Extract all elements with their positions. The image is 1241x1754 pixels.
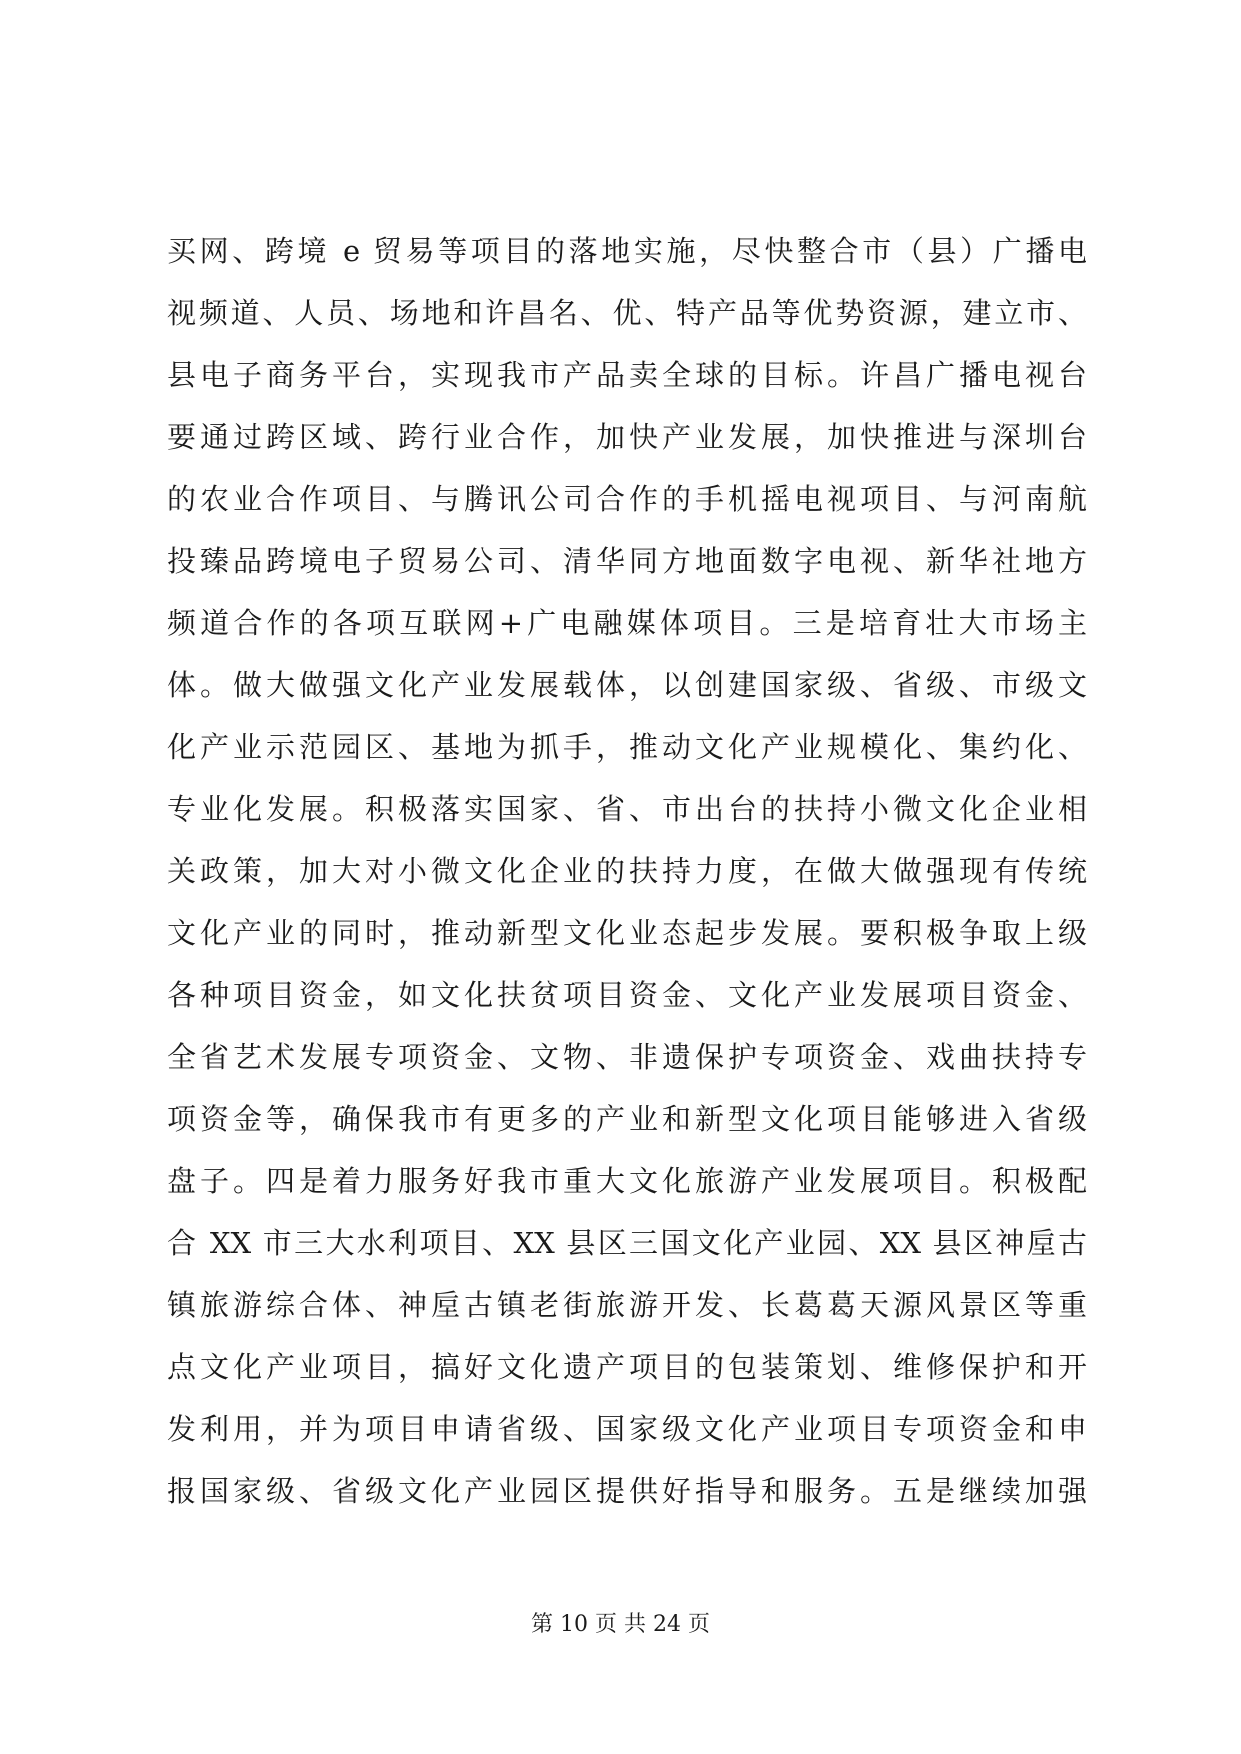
text-line: 专业化发展。积极落实国家、省、市出台的扶持小微文化企业相: [167, 792, 1087, 826]
text-line: 关政策，加大对小微文化企业的扶持力度，在做大做强现有传统: [167, 854, 1087, 888]
text-line: 文化产业的同时，推动新型文化业态起步发展。要积极争取上级: [167, 916, 1087, 950]
text-line: 视频道、人员、场地和许昌名、优、特产品等优势资源，建立市、: [167, 296, 1087, 330]
text-line: 项资金等，确保我市有更多的产业和新型文化项目能够进入省级: [167, 1102, 1087, 1136]
body-text: [167, 232, 1087, 1534]
text-line: 点文化产业项目，搞好文化遗产项目的包装策划、维修保护和开: [167, 1350, 1087, 1384]
text-line: 投臻品跨境电子贸易公司、清华同方地面数字电视、新华社地方: [167, 544, 1087, 578]
text-line: 镇旅游综合体、神垕古镇老街旅游开发、长葛葛天源风景区等重: [167, 1288, 1087, 1322]
text-line: 各种项目资金，如文化扶贫项目资金、文化产业发展项目资金、: [167, 978, 1087, 1012]
text-line: 买网、跨境 e 贸易等项目的落地实施，尽快整合市（县）广播电: [167, 234, 1087, 268]
text-line: 县电子商务平台，实现我市产品卖全球的目标。许昌广播电视台: [167, 358, 1087, 392]
page-number-footer: 第 10 页 共 24 页: [531, 1612, 710, 1637]
text-line: 体。做大做强文化产业发展载体，以创建国家级、省级、市级文: [167, 668, 1087, 702]
text-line: 的农业合作项目、与腾讯公司合作的手机摇电视项目、与河南航: [167, 482, 1087, 516]
text-line: 要通过跨区域、跨行业合作，加快产业发展，加快推进与深圳台: [167, 420, 1087, 454]
text-line: 合 XX 市三大水利项目、XX 县区三国文化产业园、XX 县区神垕古: [167, 1226, 1087, 1260]
text-line: 发利用，并为项目申请省级、国家级文化产业项目专项资金和申: [167, 1412, 1087, 1446]
text-line: 化产业示范园区、基地为抓手，推动文化产业规模化、集约化、: [167, 730, 1087, 764]
text-line: 全省艺术发展专项资金、文物、非遗保护专项资金、戏曲扶持专: [167, 1040, 1087, 1074]
text-line: 频道合作的各项互联网+广电融媒体项目。三是培育壮大市场主: [167, 606, 1087, 640]
text-line: 报国家级、省级文化产业园区提供好指导和服务。五是继续加强: [167, 1474, 1087, 1508]
text-line: 盘子。四是着力服务好我市重大文化旅游产业发展项目。积极配: [167, 1164, 1087, 1198]
